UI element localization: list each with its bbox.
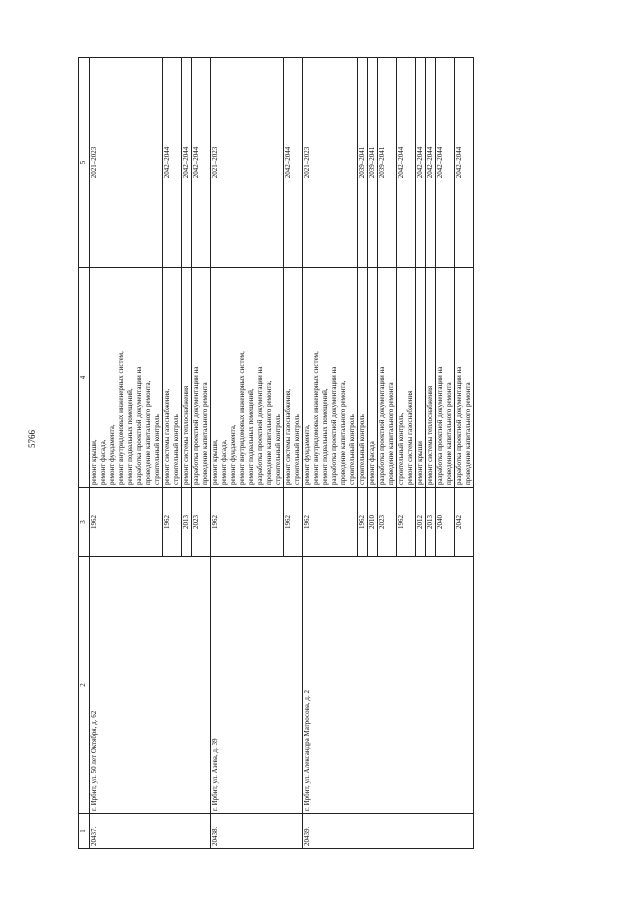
planned-period: 2039–2041 [368, 58, 378, 268]
construction-year: 2023 [192, 488, 211, 557]
col-header-2: 2 [79, 557, 90, 814]
work-item: строительный контроль [274, 414, 282, 485]
building-address: г. Ирбит, ул. Азева, д. 39 [211, 557, 303, 814]
construction-year: 2023 [378, 488, 397, 557]
work-item: ремонт системы газоснабжения, [163, 388, 171, 485]
planned-period: 2039–2041 [378, 58, 397, 268]
work-item: разработка проектной документации на [330, 366, 338, 485]
work-item: ремонт крыши [416, 441, 424, 485]
work-item: ремонт подвальных помещений, [126, 388, 134, 485]
construction-year: 2013 [426, 488, 436, 557]
page-number: 5766 [27, 430, 37, 448]
work-list [303, 268, 358, 488]
work-item: проведение капитального ремонта, [265, 380, 273, 485]
planned-period: 2042–2044 [426, 58, 436, 268]
work-item: разработка проектной документации на [135, 366, 143, 485]
col-header-4: 4 [79, 268, 90, 488]
work-item: ремонт фасада, [220, 439, 228, 485]
work-item: строительный контроль [348, 414, 356, 485]
planned-period: 2042–2044 [455, 58, 474, 268]
planned-period: 2042–2044 [416, 58, 426, 268]
construction-year: 1962 [90, 488, 163, 557]
repair-schedule-table [78, 57, 474, 849]
work-item: разработка проектной документации на [455, 366, 463, 485]
construction-year: 2040 [436, 488, 455, 557]
work-item: ремонт крыши, [90, 439, 98, 485]
work-item: разработка проектной документации на [192, 366, 200, 485]
col-header-5: 5 [79, 58, 90, 268]
work-item: разработка проектной документации на [256, 366, 264, 485]
work-item: ремонт фасада [368, 441, 376, 485]
construction-year: 1962 [211, 488, 284, 557]
work-item: строительный контроль, [397, 412, 405, 485]
work-list [90, 268, 163, 488]
building-number: 20439. [303, 814, 474, 849]
planned-period: 2021–2023 [90, 58, 163, 268]
building-number: 20438. [211, 814, 303, 849]
construction-year: 2042 [455, 488, 474, 557]
work-list [436, 268, 455, 488]
planned-period: 2042–2044 [436, 58, 455, 268]
construction-year: 1962 [303, 488, 358, 557]
work-item: строительный контроль [172, 414, 180, 485]
work-list [211, 268, 284, 488]
rotated-table-frame [78, 83, 598, 849]
construction-year: 1962 [358, 488, 368, 557]
work-item: ремонт подвальных помещений, [247, 388, 255, 485]
col-header-1: 1 [79, 814, 90, 849]
work-item: проведение капитального ремонта [201, 382, 209, 485]
table-row [211, 58, 284, 849]
work-item: ремонт системы газоснабжения [406, 390, 414, 485]
construction-year: 2012 [416, 488, 426, 557]
table-body [90, 58, 474, 849]
work-list [192, 268, 211, 488]
work-list [416, 268, 426, 488]
work-item: ремонт крыши, [211, 439, 219, 485]
construction-year: 1962 [163, 488, 182, 557]
work-list [368, 268, 378, 488]
work-list [426, 268, 436, 488]
table-row [90, 58, 163, 849]
work-item: ремонт системы теплоснабжения [182, 385, 190, 485]
work-item: ремонт фундамента, [303, 424, 311, 485]
work-item: ремонт фундамента, [108, 424, 116, 485]
work-item: ремонт внутридомовых инженерных систем, [238, 351, 246, 485]
work-item: ремонт подвальных помещений, [321, 388, 329, 485]
work-item: ремонт внутридомовых инженерных систем, [117, 351, 125, 485]
header-row [79, 58, 90, 849]
planned-period: 2039–2041 [358, 58, 368, 268]
planned-period: 2042–2044 [182, 58, 192, 268]
work-item: ремонт системы теплоснабжения [426, 385, 434, 485]
work-list [397, 268, 416, 488]
work-item: проведение капитального ремонта [464, 382, 472, 485]
work-item: строительный контроль [153, 414, 161, 485]
work-item: проведение капитального ремонта, [144, 380, 152, 485]
work-item: строительный контроль [358, 414, 366, 485]
planned-period: 2042–2044 [192, 58, 211, 268]
work-item: проведение капитального ремонта [445, 382, 453, 485]
building-number: 20437. [90, 814, 211, 849]
work-list [163, 268, 182, 488]
construction-year: 1962 [284, 488, 303, 557]
planned-period: 2042–2044 [284, 58, 303, 268]
work-item: ремонт фасада, [99, 439, 107, 485]
work-item: проведение капитального ремонта [387, 382, 395, 485]
work-item: ремонт системы газоснабжения, [284, 388, 292, 485]
work-list [358, 268, 368, 488]
work-list [455, 268, 474, 488]
planned-period: 2021–2023 [211, 58, 284, 268]
table-row [303, 58, 358, 849]
planned-period: 2042–2044 [397, 58, 416, 268]
construction-year: 2013 [182, 488, 192, 557]
planned-period: 2021–2023 [303, 58, 358, 268]
construction-year: 1962 [397, 488, 416, 557]
work-item: строительный контроль [293, 414, 301, 485]
planned-period: 2042–2044 [163, 58, 182, 268]
work-item: проведение капитального ремонта, [339, 380, 347, 485]
col-header-3: 3 [79, 488, 90, 557]
construction-year: 2010 [368, 488, 378, 557]
work-item: разработка проектной документации на [378, 366, 386, 485]
work-item: ремонт фундамента, [229, 424, 237, 485]
work-item: ремонт внутридомовых инженерных систем, [312, 351, 320, 485]
work-list [182, 268, 192, 488]
work-list [284, 268, 303, 488]
work-item: разработка проектной документации на [436, 366, 444, 485]
building-address: г. Ирбит, ул. 50 лет Октября, д. 62 [90, 557, 211, 814]
building-address: г. Ирбит, ул. Александра Матросова, д. 2 [303, 557, 474, 814]
work-list [378, 268, 397, 488]
